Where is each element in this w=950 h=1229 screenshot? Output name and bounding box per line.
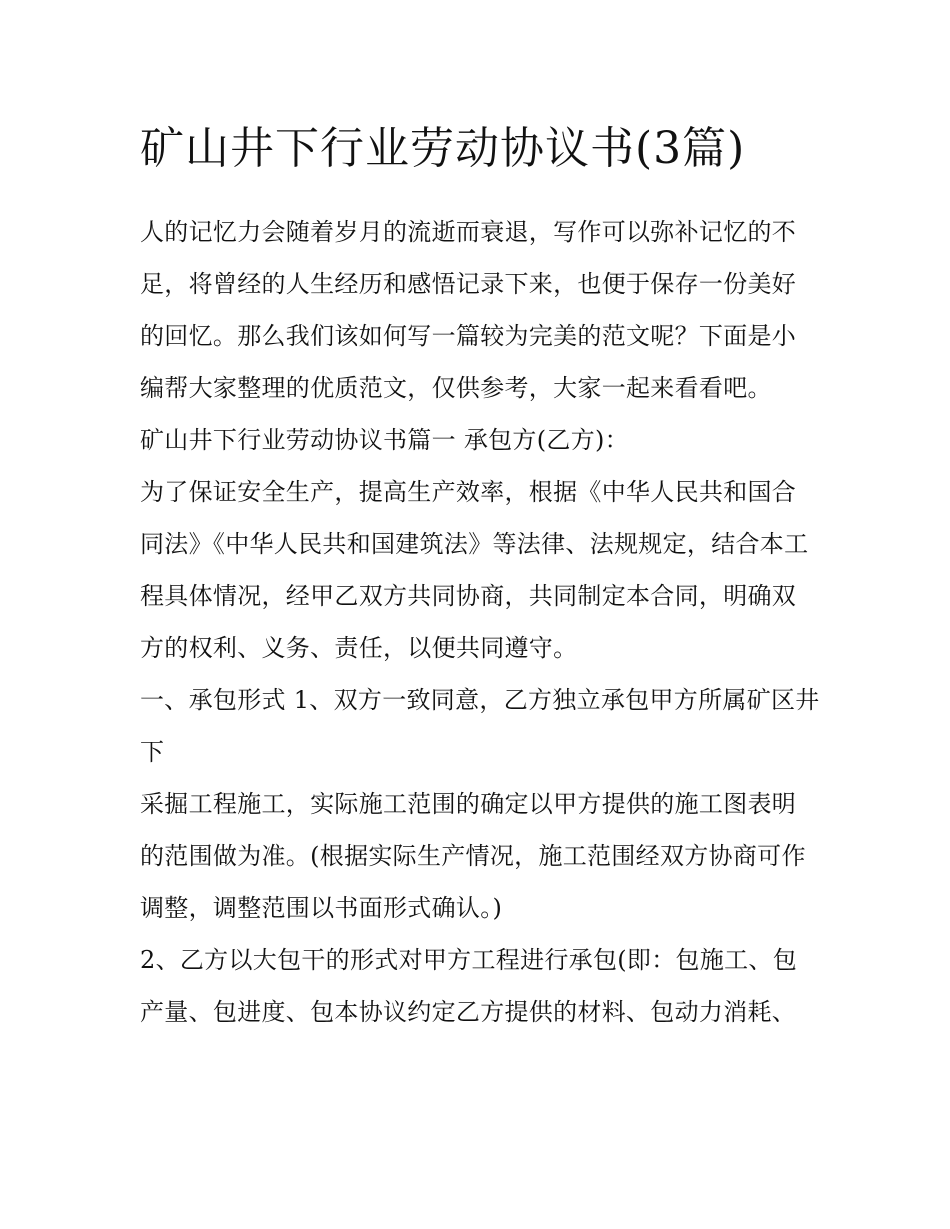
paragraph-intro: 人的记忆力会随着岁月的流逝而衰退，写作可以弥补记忆的不足，将曾经的人生经历和感悟记录下来，也便于保存一份美好的回忆。那么我们该如何写一篇较为完美的范文呢？下面是小编帮大家整理的优质范文，仅供参考，大家一起来看看吧。 [140,218,797,402]
document-body [140,116,820,1038]
paragraph-scope: 采掘工程施工，实际施工范围的确定以甲方提供的施工图表明的范围做为准。(根据实际生产情况，施工范围经双方协商可作调整，调整范围以书面形式确认。) [140,790,806,922]
paragraph-lump-sum: 2、乙方以大包干的形式对甲方工程进行承包(即：包施工、包产量、包进度、包本协议约定乙方提供的材料、包动力消耗、 [140,946,798,1026]
paragraph-purpose: 为了保证安全生产，提高生产效率，根据《中华人民共和国合同法》《中华人民共和国建筑法》等法律、法规规定，结合本工程具体情况，经甲乙双方共同协商，共同制定本合同，明确双方的权利、义务、责任，以便共同遵守。 [140,478,809,662]
paragraph-contract-form: 一、承包形式 1、双方一致同意，乙方独立承包甲方所属矿区井下 [140,686,820,766]
paragraph-section-heading: 矿山井下行业劳动协议书篇一 承包方(乙方)： [140,426,629,454]
document-title: 矿山井下行业劳动协议书(3篇) [140,123,746,174]
